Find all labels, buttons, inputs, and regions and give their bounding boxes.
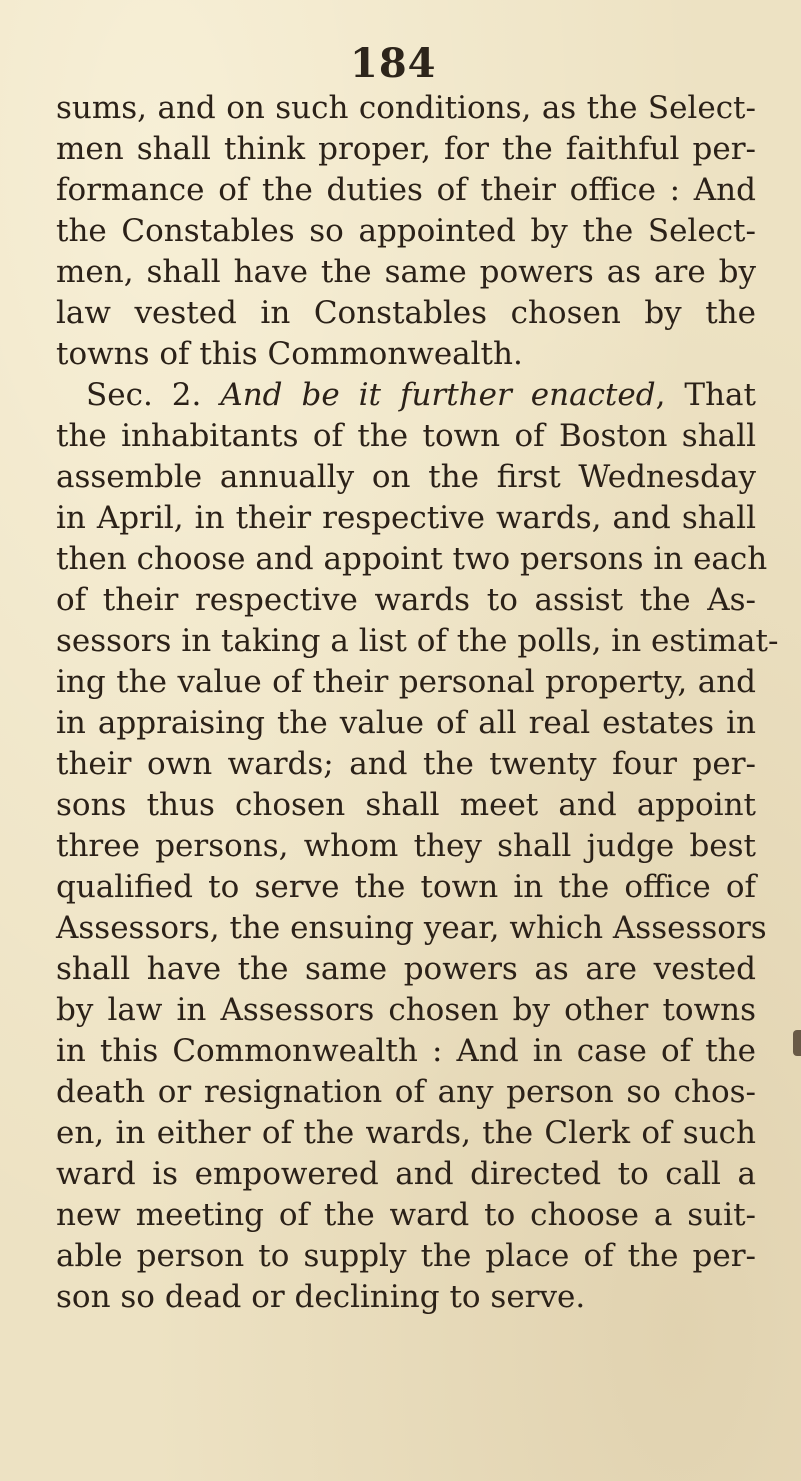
text-line: sons thus chosen shall meet and appoint [56,787,756,823]
text-line: of their respective wards to assist the As- [56,582,756,618]
text-line: their own wards; and the twenty four per- [56,746,756,782]
text-line: qualified to serve the town in the office of [56,869,756,905]
section-heading-line: Sec. 2. And be it further enacted, That [86,377,756,413]
text-line: law vested in Constables chosen by the [56,295,756,331]
text-line: sums, and on such conditions, as the Select- [56,90,756,126]
text-line: in appraising the value of all real estates in [56,705,756,741]
text-line: new meeting of the ward to choose a suit- [56,1197,756,1233]
text-line: Assessors, the ensuing year, which Assessors [56,910,767,946]
text-line: three persons, whom they shall judge best [56,828,756,864]
text-line: the inhabitants of the town of Boston shall [56,418,756,454]
text-line: sessors in taking a list of the polls, in estimat- [56,623,779,659]
text-line: shall have the same powers as are vested [56,951,756,987]
text-line: assemble annually on the first Wednesday [56,459,756,495]
text-line: towns of this Commonwealth. [56,336,523,372]
text-line: men, shall have the same powers as are by [56,254,756,290]
text-line: ward is empowered and directed to call a [56,1156,756,1192]
page-edge-mark [793,1030,801,1056]
text-line: able person to supply the place of the per- [56,1238,756,1274]
text-line: death or resignation of any person so chos- [56,1074,756,1110]
text-line: the Constables so appointed by the Select- [56,213,756,249]
text-line: by law in Assessors chosen by other towns [56,992,756,1028]
text-line: son so dead or declining to serve. [56,1279,586,1315]
page-number: 184 [350,40,437,87]
text-line: men shall think proper, for the faithful per- [56,131,756,167]
text-line: in April, in their respective wards, and shall [56,500,756,536]
body-text [56,88,779,1318]
text-line: ing the value of their personal property, and [56,664,756,700]
text-line: in this Commonwealth : And in case of the [56,1033,756,1069]
text-line: then choose and appoint two persons in each [56,541,768,577]
enacting-clause: And be it further enacted [220,377,656,413]
text-line: formance of the duties of their office : And [56,172,756,208]
text-line: en, in either of the wards, the Clerk of such [56,1115,756,1151]
